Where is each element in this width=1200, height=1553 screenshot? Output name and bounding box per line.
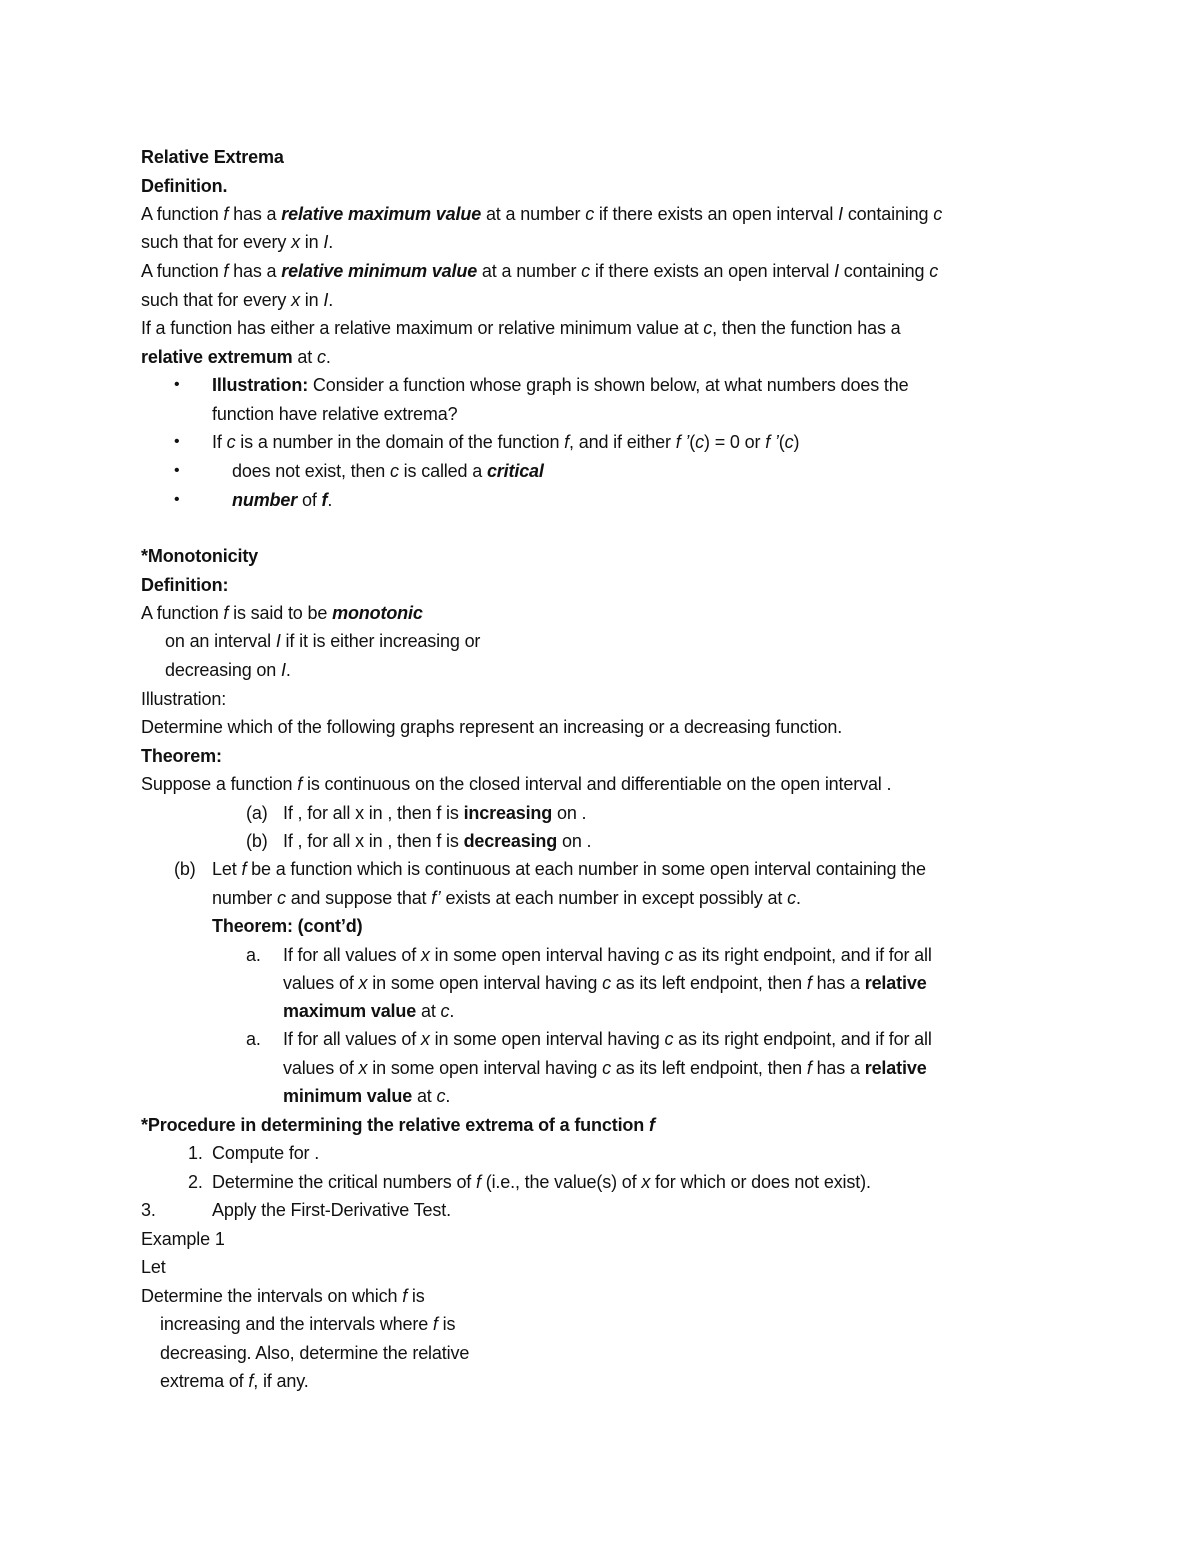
illustration-bullet-line-2: function have relative extrema?	[212, 404, 458, 424]
example-task-line-3: decreasing. Also, determine the relative	[160, 1343, 470, 1363]
first-derivative-min-line-3: minimum value at c.	[283, 1086, 451, 1106]
illustration-bullet-line-1: Illustration: Consider a function whose graph is shown below, at what numbers does the	[212, 375, 909, 395]
critical-number-bullet-line-2: does not exist, then c is called a critical	[232, 461, 544, 481]
relative-minimum-definition-line-1: A function f has a relative minimum value at a number c if there exists an open interval I containing c	[141, 261, 939, 281]
bullet-glyph: •	[174, 491, 180, 508]
monotonic-definition-line-1: A function f is said to be monotonic	[141, 603, 423, 623]
example-task-line-4: extrema of f, if any.	[160, 1371, 309, 1391]
theorem-statement: Suppose a function f is continuous on the closed interval and differentiable on the open interval .	[141, 774, 892, 794]
theorem-contd-label: Theorem: (cont’d)	[212, 916, 363, 936]
monotonicity-illustration-text: Determine which of the following graphs represent an increasing or a decreasing function.	[141, 717, 843, 737]
theorem-item-b-label: (b)	[246, 831, 268, 851]
relative-maximum-definition-line-2: such that for every x in I.	[141, 232, 334, 252]
example-title: Example 1	[141, 1229, 225, 1249]
section-title-monotonicity: *Monotonicity	[141, 546, 259, 566]
example-task-line-2: increasing and the intervals where f is	[160, 1314, 456, 1334]
procedure-step-3-number: 3.	[141, 1200, 156, 1220]
bullet-glyph: •	[174, 462, 180, 479]
theorem-item-a-text: If , for all x in , then f is increasing on .	[283, 803, 587, 823]
procedure-step-3-text: Apply the First-Derivative Test.	[212, 1200, 451, 1220]
first-derivative-max-line-3: maximum value at c.	[283, 1001, 455, 1021]
critical-number-bullet-line-3: number of f.	[232, 490, 333, 510]
relative-extremum-definition-line-2: relative extremum at c.	[141, 347, 331, 367]
procedure-heading: *Procedure in determining the relative extrema of a function f	[141, 1115, 655, 1135]
procedure-step-2-number: 2.	[188, 1172, 203, 1192]
bullet-glyph: •	[174, 376, 180, 393]
first-derivative-min-line-2: values of x in some open interval having c as its left endpoint, then f has a relative	[283, 1058, 927, 1078]
section-title-relative-extrema: Relative Extrema	[141, 147, 284, 167]
first-derivative-max-label: a.	[246, 945, 261, 965]
first-derivative-max-line-1: If for all values of x in some open interval having c as its right endpoint, and if for all	[283, 945, 932, 965]
theorem-label: Theorem:	[141, 746, 222, 766]
monotonic-definition-line-2: on an interval I if it is either increasing or	[165, 631, 481, 651]
first-derivative-max-line-2: values of x in some open interval having c as its left endpoint, then f has a relative	[283, 973, 927, 993]
procedure-step-1-number: 1.	[188, 1143, 203, 1163]
monotonicity-definition-label: Definition:	[141, 575, 229, 595]
relative-extremum-definition-line-1: If a function has either a relative maximum or relative minimum value at c, then the function has a	[141, 318, 901, 338]
theorem-item-b-text: If , for all x in , then f is decreasing on .	[283, 831, 592, 851]
theorem-part-b-line-1: Let f be a function which is continuous at each number in some open interval containing the	[212, 859, 926, 879]
procedure-step-1-text: Compute for .	[212, 1143, 320, 1163]
relative-minimum-definition-line-2: such that for every x in I.	[141, 290, 334, 310]
theorem-part-b-line-2: number c and suppose that f’ exists at each number in except possibly at c.	[212, 888, 801, 908]
example-task-line-1: Determine the intervals on which f is	[141, 1286, 425, 1306]
theorem-item-a-label: (a)	[246, 803, 268, 823]
first-derivative-min-label: a.	[246, 1029, 261, 1049]
bullet-glyph: •	[174, 433, 180, 450]
monotonicity-illustration-label: Illustration:	[141, 689, 227, 709]
example-let: Let	[141, 1257, 166, 1277]
relative-maximum-definition-line-1: A function f has a relative maximum value at a number c if there exists an open interval I containing c	[141, 204, 943, 224]
definition-label: Definition.	[141, 176, 228, 196]
critical-number-bullet-line-1: If c is a number in the domain of the function f, and if either f ’(c) = 0 or f ’(c)	[212, 432, 800, 452]
first-derivative-min-line-1: If for all values of x in some open interval having c as its right endpoint, and if for all	[283, 1029, 932, 1049]
procedure-step-2-text: Determine the critical numbers of f (i.e., the value(s) of x for which or does not exist).	[212, 1172, 871, 1192]
monotonic-definition-line-3: decreasing on I.	[165, 660, 291, 680]
theorem-part-b-label: (b)	[174, 859, 196, 879]
